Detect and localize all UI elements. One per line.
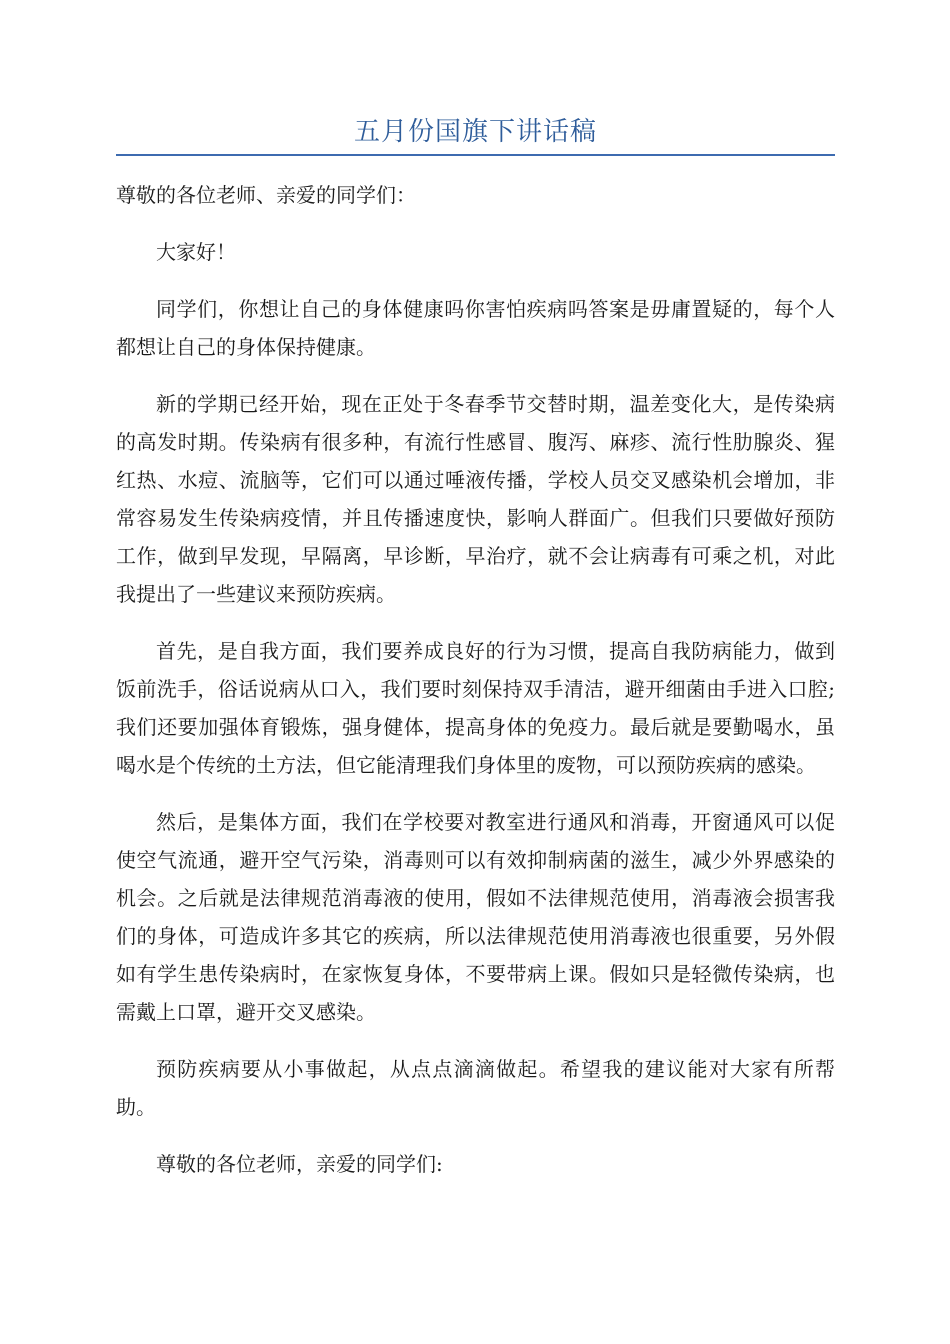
paragraph-closing-salutation: 尊敬的各位老师，亲爱的同学们:: [156, 1152, 443, 1176]
paragraph-salutation: 尊敬的各位老师、亲爱的同学们：: [116, 183, 416, 207]
paragraph: 首先，是自我方面，我们要养成良好的行为习惯，提高自我防病能力，做到饭前洗手，俗话说病从口入，我们要时刻保持双手清洁，避开细菌由手进入口腔;我们还要加强体育锻炼，强身健体，提高身体的免疫力。最后就是要勤喝水，虽喝水是个传统的土方法，但它能清理我们身体里的废物，可以预防疾病的感染。: [116, 639, 835, 777]
document-title: 五月份国旗下讲话稿: [353, 117, 597, 147]
paragraph: 同学们，你想让自己的身体健康吗你害怕疾病吗答案是毋庸置疑的，每个人都想让自己的身体保持健康。: [116, 297, 835, 359]
title-underline: [116, 154, 835, 156]
paragraph: 预防疾病要从小事做起，从点点滴滴做起。希望我的建议能对大家有所帮助。: [116, 1057, 835, 1119]
paragraph-greeting: 大家好！: [156, 240, 236, 264]
paragraph: 然后，是集体方面，我们在学校要对教室进行通风和消毒，开窗通风可以促使空气流通，避开空气污染，消毒则可以有效抑制病菌的滋生，减少外界感染的机会。之后就是法律规范消毒液的使用，假如不法律规范使用，消毒液会损害我们的身体，可造成许多其它的疾病，所以法律规范使用消毒液也很重要，另外假如有学生患传染病时，在家恢复身体，不要带病上课。假如只是轻微传染病，也需戴上口罩，避开交叉感染。: [116, 810, 835, 1024]
paragraph: 新的学期已经开始，现在正处于冬春季节交替时期，温差变化大，是传染病的高发时期。传染病有很多种，有流行性感冒、腹泻、麻疹、流行性肋腺炎、猩红热、水痘、流脑等，它们可以通过唾液传播，学校人员交叉感染机会增加，非常容易发生传染病疫情，并且传播速度快，影响人群面广。但我们只要做好预防工作，做到早发现，早隔离，早诊断，早治疗，就不会让病毒有可乘之机，对此我提出了一些建议来预防疾病。: [116, 392, 835, 606]
document-body: [116, 176, 835, 1202]
